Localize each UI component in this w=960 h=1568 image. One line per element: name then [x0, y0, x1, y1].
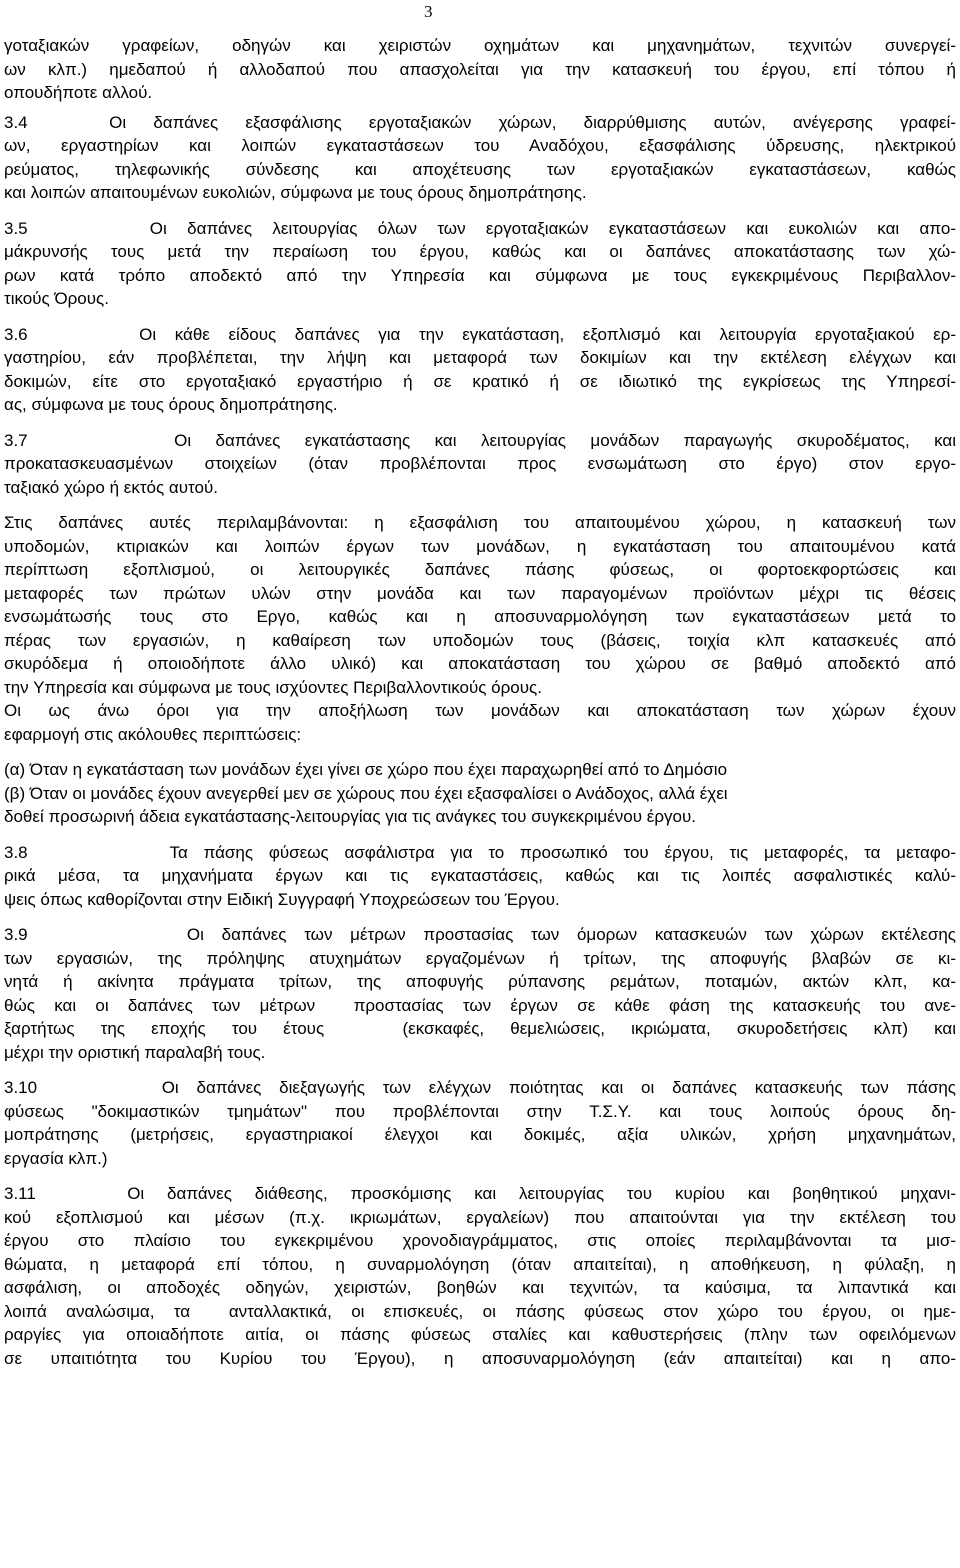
paragraph-3-8	[4, 841, 956, 912]
text-line: ρικά μέσα, τα μηχανήματα έργων και τις εγκαταστάσεις, καθώς και τις λοιπές ασφαλιστικές καλύ-	[4, 866, 956, 885]
paragraph-3-6	[4, 323, 956, 417]
text-line: 3.9 Οι δαπάνες των μέτρων προστασίας των όμορων κατασκευών των χώρων εκτέλεσης	[4, 925, 956, 944]
paragraph-3-10	[4, 1076, 956, 1170]
page-number: 3	[424, 2, 433, 21]
text-line: 3.6 Οι κάθε είδους δαπάνες για την εγκατάσταση, εξοπλισμό και λειτουργία εργοταξιακού ερ-	[4, 324, 956, 344]
paragraph-cases	[4, 758, 956, 829]
text-line: μέχρι την οριστική παραλαβή τους.	[4, 1042, 266, 1062]
text-line: Στις δαπάνες αυτές περιλαμβάνονται: η εξασφάλιση του απαιτουμένου χώρου, η κατασκευή των	[4, 513, 956, 532]
text-line: σκυρόδεμα ή οποιοδήποτε άλλο υλικό) και αποκατάσταση του χώρου σε βαθμό αποδεκτό από	[4, 654, 956, 673]
text-line: λοιπά αναλώσιμα, τα ανταλλακτικά, οι επισκευές, οι πάσης φύσεως στον χώρο του έργου, οι ημε-	[4, 1301, 956, 1321]
text-line: 3.11 Οι δαπάνες διάθεσης, προσκόμισης και λειτουργίας του κυρίου και βοηθητικού μηχανι-	[4, 1184, 956, 1203]
text-line: περίπτωση εξοπλισμού, οι λειτουργικές δαπάνες πάσης φύσεως, οι φορτοεκφορτώσεις και	[4, 560, 956, 579]
text-line: σε υπαιτιότητα του Κυρίου του Έργου), η αποσυναρμολόγηση (εάν απαιτείται) και η απο-	[4, 1348, 956, 1368]
text-line: την Υπηρεσία και σύμφωνα με τους ισχύοντες Περιβαλλοντικούς όρους.	[4, 677, 542, 697]
text-line: ψεις όπως καθορίζονται στην Ειδική Συγγραφή Υποχρεώσεων του Έργου.	[4, 889, 560, 909]
text-line: (α) Όταν η εγκατάσταση των μονάδων έχει γίνει σε χώρο που έχει παραχωρηθεί από το Δημόσιο	[4, 760, 728, 779]
text-line: ας, σύμφωνα με τους όρους δημοπράτησης.	[4, 395, 338, 414]
text-line: και λοιπών απαιτουμένων ευκολιών, σύμφωνα με τους όρους δημοπράτησης.	[4, 183, 587, 202]
text-line: ρεύματος, τηλεφωνικής σύνδεσης και αποχέτευσης των εργοταξιακών εγκαταστάσεων, καθώς	[4, 159, 956, 179]
text-line: εφαρμογή στις ακόλουθες περιπτώσεις:	[4, 724, 302, 744]
text-line: γοταξιακών γραφείων, οδηγών και χειριστών οχημάτων και μηχανημάτων, τεχνιτών συνεργεί-	[4, 36, 956, 55]
text-line: μοπράτησης (μετρήσεις, εργαστηριακοί έλεγχοι και δοκιμές, αξία υλικών, χρήση μηχανημάτων,	[4, 1125, 956, 1144]
text-line: ρων κατά τρόπο αποδεκτό από την Υπηρεσία και σύμφωνα με τους εγκεκριμένους Περιβαλλον-	[4, 265, 956, 285]
text-line: φύσεως "δοκιμαστικών τμημάτων" που προβλέπονται στην Τ.Σ.Υ. και τους λοιπούς όρους δη-	[4, 1101, 956, 1121]
text-line: (β) Όταν οι μονάδες έχουν ανεγερθεί μεν σε χώρους που έχει εξασφαλίσει ο Ανάδοχος, αλλά έχει	[4, 783, 728, 803]
paragraph-3-9	[4, 923, 956, 1064]
text-line: Οι ως άνω όροι για την αποξήλωση των μονάδων και αποκατάσταση των χώρων έχουν	[4, 701, 956, 720]
paragraph-inclusions	[4, 511, 956, 746]
text-line: θώματα, η μεταφορά επί τόπου, η συναρμολόγηση (όταν απαιτείται), η αποθήκευση, η φύλαξη, η	[4, 1254, 956, 1274]
text-line: 3.7 Οι δαπάνες εγκατάστασης και λειτουργίας μονάδων παραγωγής σκυροδέματος, και	[4, 430, 956, 450]
text-line: 3.4 Οι δαπάνες εξασφάλισης εργοταξιακών χώρων, διαρρύθμισης αυτών, ανέγερσης γραφεί-	[4, 112, 956, 132]
text-line: τικούς Όρους.	[4, 289, 109, 308]
text-line: γαστηρίου, εάν προβλέπεται, την λήψη και μεταφορά των δοκιμίων και την εκτέλεση ελέγχων και	[4, 348, 956, 367]
paragraph-3-4	[4, 111, 956, 205]
text-line: κού εξοπλισμού και μέσων (π.χ. ικριωμάτων, εργαλείων) που απαιτούνται για την εκτέλεση του	[4, 1207, 956, 1227]
text-line: ραργίες για οποιαδήποτε αιτία, οι πάσης φύσεως σταλίες και καθυστερήσεις (πλην των οφειλόμενων	[4, 1325, 956, 1344]
text-line: 3.10 Οι δαπάνες διεξαγωγής των ελέγχων ποιότητας και οι δαπάνες κατασκευής των πάσης	[4, 1078, 956, 1097]
text-line: 3.5 Οι δαπάνες λειτουργίας όλων των εργοταξιακών εγκαταστάσεων και ευκολιών και απο-	[4, 218, 956, 238]
text-line: ταξιακό χώρο ή εκτός αυτού.	[4, 477, 218, 497]
text-line: μάκρυνσής τους μετά την περαίωση του έργου, καθώς και οι δαπάνες αποκατάστασης των χώ-	[4, 242, 956, 261]
text-line: ενσωμάτωσής τους στο Εργο, καθώς και η αποσυναρμολόγηση των εγκαταστάσεων μετά το	[4, 607, 956, 626]
text-line: έργου στο πλαίσιο του εγκεκριμένου χρονοδιαγράμματος, στις οποίες περιλαμβάνονται τα μισ-	[4, 1231, 956, 1250]
text-line: προκατασκευασμένων στοιχείων (όταν προβλέπονται προς ενσωμάτωση στο έργο) στον εργο-	[4, 454, 956, 473]
paragraph-3-7	[4, 429, 956, 500]
text-line: υποδομών, κτιριακών και λοιπών έργων των μονάδων, η εγκατάσταση του απαιτουμένου κατά	[4, 536, 956, 556]
text-line: ων, εργαστηρίων και λοιπών εγκαταστάσεων του Αναδόχου, εξασφάλισης ύδρευσης, ηλεκτρικού	[4, 136, 956, 155]
text-line: νητά ή ακίνητα πράγματα τρίτων, της αποφυγής ρύπανσης ρεμάτων, ποταμών, ακτών κλπ, κα-	[4, 972, 956, 991]
text-line: ξαρτήτως της εποχής του έτους (εκσκαφές, θεμελιώσεις, ικριώματα, σκυροδετήσεις κλπ) και	[4, 1019, 956, 1038]
text-line: δοθεί προσωρινή άδεια εγκατάστασης-λειτουργίας για τις ανάγκες του συγκεκριμένου έργου.	[4, 807, 696, 826]
paragraph	[4, 34, 956, 105]
document-body	[4, 34, 956, 1370]
text-line: οπουδήποτε αλλού.	[4, 83, 153, 102]
text-line: μεταφορές των πρώτων υλών στην μονάδα και των παραγομένων προϊόντων μέχρι τις θέσεις	[4, 583, 956, 603]
text-line: ασφάλιση, οι αποδοχές οδηγών, χειριστών, βοηθών και τεχνιτών, τα καύσιμα, τα λιπαντικά και	[4, 1278, 956, 1297]
text-line: ων κλπ.) ημεδαπού ή αλλοδαπού που απασχολείται για την κατασκευή του έργου, επί τόπου ή	[4, 59, 956, 79]
text-line: θώς και οι δαπάνες των μέτρων προστασίας των έργων σε κάθε φάση της κατασκευής του ανε-	[4, 995, 956, 1015]
text-line: εργασία κλπ.)	[4, 1148, 108, 1168]
paragraph-3-11	[4, 1182, 956, 1370]
text-line: δοκιμών, είτε στο εργοταξιακό εργαστήριο ή σε κρατικό ή σε ιδιωτικό της εγκρίσεως της Υπηρεσί-	[4, 371, 956, 391]
text-line: των εργασιών, της πρόληψης ατυχημάτων εργαζομένων ή τρίτων, της αποφυγής βλαβών σε κι-	[4, 948, 956, 968]
paragraph-3-5	[4, 217, 956, 311]
text-line: 3.8 Τα πάσης φύσεως ασφάλιστρα για το προσωπικό του έργου, τις μεταφορές, τα μεταφο-	[4, 842, 956, 862]
text-line: πέρας των εργασιών, η καθαίρεση των υποδομών τους (βάσεις, τοιχία κλπ κατασκευές από	[4, 630, 956, 650]
